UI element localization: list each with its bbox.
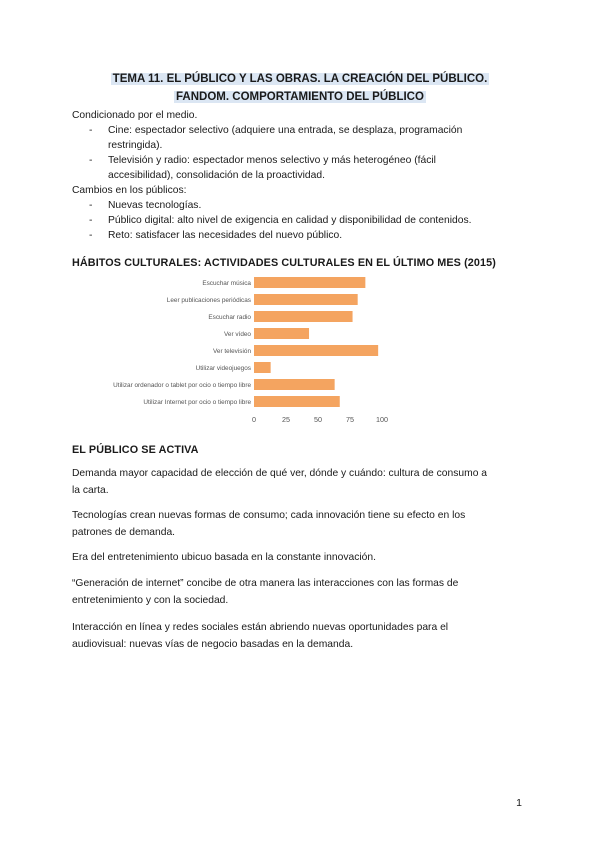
paragraph: Era del entretenimiento ubicuo basada en la constante innovación.: [72, 552, 376, 563]
bullet-dash: -: [89, 230, 93, 241]
category-label: Ver televisión: [212, 348, 251, 355]
bar: [254, 328, 309, 339]
bar: [254, 362, 271, 373]
section1-list: [72, 123, 532, 183]
x-tick-label: 0: [252, 415, 256, 424]
category-label: Ver vídeo: [223, 331, 251, 338]
paragraph: “Generación de internet” concibe de otra manera las interacciones con las formas de entretenimiento y con la sociedad.: [72, 578, 459, 606]
section3-heading: EL PÚBLICO SE ACTIVA: [72, 444, 199, 456]
bar: [254, 294, 358, 305]
bar: [254, 345, 378, 356]
category-label: Escuchar música: [202, 280, 251, 287]
chart-heading: HÁBITOS CULTURALES: ACTIVIDADES CULTURALES EN EL ÚLTIMO MES (2015): [72, 257, 496, 269]
list-item: - Reto: satisfacer las necesidades del nuevo público.: [89, 230, 343, 241]
bar: [254, 396, 340, 407]
bullet-dash: -: [89, 125, 93, 136]
bullet-dash: -: [89, 200, 93, 211]
x-tick-label: 75: [346, 415, 354, 424]
document-title-line-1: TEMA 11. EL PÚBLICO Y LAS OBRAS. LA CREACIÓN DEL PÚBLICO.: [112, 73, 488, 85]
section2-list: [72, 198, 532, 243]
bar: [254, 277, 365, 288]
bullet-dash: -: [89, 215, 93, 226]
category-label: Utilizar Internet por ocio o tiempo libre: [143, 399, 251, 406]
category-label: Utilizar ordenador o tablet por ocio o tiempo libre: [113, 382, 251, 389]
bar-chart: [72, 270, 532, 430]
category-label: Leer publicaciones periódicas: [166, 297, 251, 304]
document-title-line-2: FANDOM. COMPORTAMIENTO DEL PÚBLICO: [176, 91, 424, 103]
category-label: Escuchar radio: [208, 314, 251, 321]
section2-intro: Cambios en los públicos:: [72, 185, 187, 196]
paragraph: Tecnologías crean nuevas formas de consumo; cada innovación tiene su efecto en los patrones de demanda.: [72, 510, 466, 538]
section1-intro: Condicionado por el medio.: [72, 110, 198, 121]
x-tick-label: 25: [282, 415, 290, 424]
list-item: - Público digital: alto nivel de exigencia en calidad y disponibilidad de contenidos.: [89, 215, 472, 226]
x-tick-label: 100: [376, 415, 388, 424]
paragraph: Demanda mayor capacidad de elección de qué ver, dónde y cuándo: cultura de consumo a la carta.: [72, 468, 488, 496]
list-item: - Nuevas tecnologías.: [89, 200, 202, 211]
bar: [254, 379, 335, 390]
bullet-dash: -: [89, 155, 93, 166]
paragraph: Interacción en línea y redes sociales están abriendo nuevas oportunidades para el audiovisual: nuevas vías de negocio basadas en la demanda.: [72, 622, 449, 650]
x-tick-label: 50: [314, 415, 322, 424]
bar: [254, 311, 353, 322]
page-number: 1: [516, 797, 522, 809]
list-item: - Cine: espectador selectivo (adquiere una entrada, se desplaza, programación restringida).: [89, 125, 463, 151]
category-label: Utilizar videojuegos: [195, 365, 251, 372]
list-item: - Televisión y radio: espectador menos selectivo y más heterogéneo (fácil accesibilidad), consolidación de la proactividad.: [89, 155, 436, 181]
